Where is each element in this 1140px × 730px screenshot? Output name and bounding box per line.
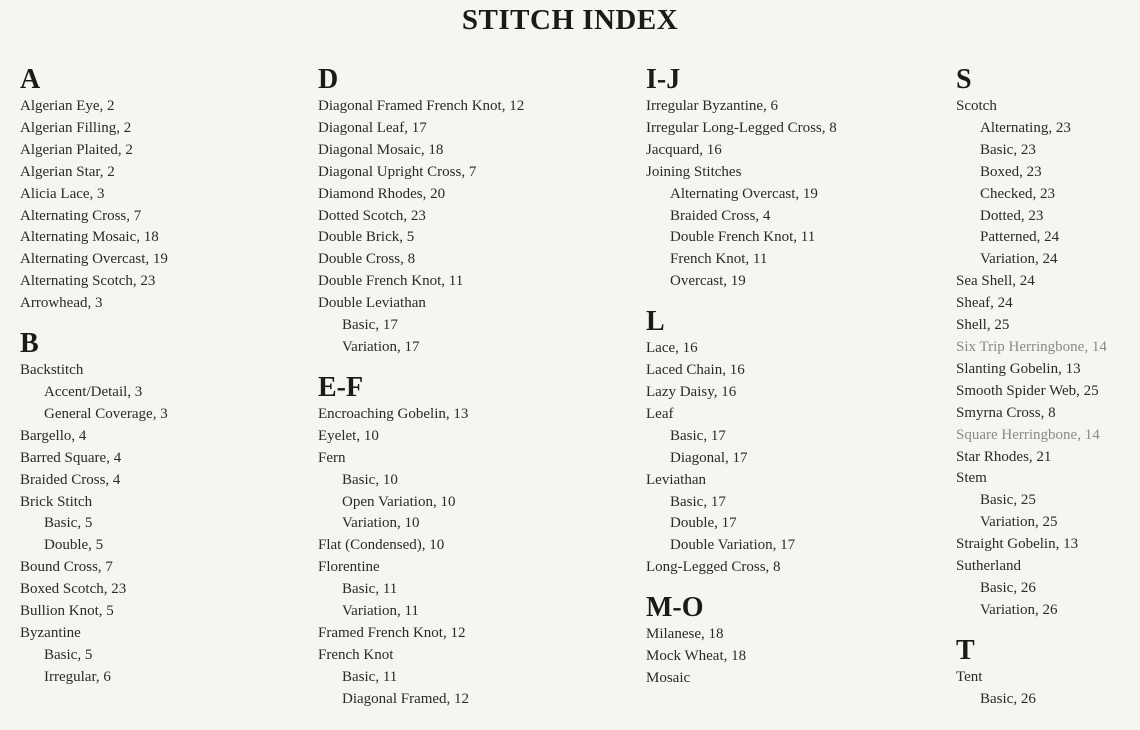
index-entry: Algerian Eye, 2 xyxy=(20,98,115,114)
index-subentry: Double, 17 xyxy=(670,515,737,532)
index-entry: Algerian Plaited, 2 xyxy=(20,141,133,158)
index-subentry: General Coverage, 3 xyxy=(44,405,168,422)
index-entry: Straight Gobelin, 13 xyxy=(956,536,1079,553)
index-subentry: Basic, 11 xyxy=(342,668,398,685)
index-entry: Diagonal Framed French Knot, 12 xyxy=(318,98,525,114)
index-subentry: Basic, 11 xyxy=(342,581,398,598)
index-subentry: Accent/Detail, 3 xyxy=(44,383,143,400)
index-entry: Double Brick, 5 xyxy=(318,229,415,246)
index-entry: Alternating Overcast, 19 xyxy=(20,251,168,268)
index-subentry: Variation, 24 xyxy=(980,251,1058,268)
index-subentry: Basic, 5 xyxy=(44,515,93,532)
index-subentry: Basic, 5 xyxy=(44,646,93,663)
index-section xyxy=(318,64,638,359)
index-subentry: Diagonal Framed, 12 xyxy=(342,690,470,707)
index-entry: Sea Shell, 24 xyxy=(956,273,1035,290)
index-entry: Irregular Byzantine, 6 xyxy=(646,98,779,114)
section-letter: S xyxy=(956,64,972,95)
index-entry: Backstitch xyxy=(20,362,84,379)
index-entry: Scotch xyxy=(956,98,997,114)
index-entry: Framed French Knot, 12 xyxy=(318,624,466,641)
index-subentry: Basic, 23 xyxy=(980,141,1036,158)
index-entry: Mosaic xyxy=(646,669,691,686)
index-section xyxy=(956,64,1140,622)
index-subentry: Overcast, 19 xyxy=(670,273,746,290)
index-entry: Stem xyxy=(956,470,987,487)
index-entry: Mock Wheat, 18 xyxy=(646,648,747,665)
index-entry: Lazy Daisy, 16 xyxy=(646,383,737,400)
index-entry: Milanese, 18 xyxy=(646,626,724,643)
index-section xyxy=(646,64,956,293)
index-entry: Florentine xyxy=(318,559,380,576)
index-column xyxy=(20,64,310,702)
section-letter: A xyxy=(20,64,41,95)
index-entry: Flat (Condensed), 10 xyxy=(318,537,445,554)
index-entry: Double French Knot, 11 xyxy=(318,273,464,290)
index-entry: Joining Stitches xyxy=(646,163,742,180)
index-entry: Smyrna Cross, 8 xyxy=(956,404,1056,421)
index-entry: Double Leviathan xyxy=(318,295,426,312)
index-entry: Sheaf, 24 xyxy=(956,295,1013,312)
index-subentry: Double Variation, 17 xyxy=(670,537,796,554)
index-section xyxy=(646,306,956,579)
index-entry: Barred Square, 4 xyxy=(20,449,122,466)
index-entry: Leviathan xyxy=(646,471,706,488)
index-entry: Smooth Spider Web, 25 xyxy=(956,382,1099,399)
index-subentry: Open Variation, 10 xyxy=(342,493,456,510)
index-subentry: Basic, 26 xyxy=(980,579,1036,596)
index-entry: Diagonal Upright Cross, 7 xyxy=(318,163,477,180)
index-entry: French Knot xyxy=(318,646,394,663)
index-entry: Long-Legged Cross, 8 xyxy=(646,559,781,576)
index-entry: Byzantine xyxy=(20,624,81,641)
index-entry: Bargello, 4 xyxy=(20,427,87,444)
index-subentry: Basic, 17 xyxy=(670,493,726,510)
index-subentry: Basic, 26 xyxy=(980,690,1036,707)
index-entry: Shell, 25 xyxy=(956,317,1010,334)
index-column xyxy=(318,64,638,724)
index-entry: Fern xyxy=(318,449,346,466)
index-entry: Bound Cross, 7 xyxy=(20,559,113,576)
index-entry: Alternating Mosaic, 18 xyxy=(20,229,159,246)
index-entry: Alternating Cross, 7 xyxy=(20,207,142,224)
index-subentry: Checked, 23 xyxy=(980,185,1055,202)
index-entry: Bullion Knot, 5 xyxy=(20,603,114,620)
section-letter: M-O xyxy=(646,592,704,624)
index-section xyxy=(318,372,638,711)
index-entry: Dotted Scotch, 23 xyxy=(318,207,426,224)
index-subentry: Dotted, 23 xyxy=(980,207,1044,224)
index-section xyxy=(956,635,1140,711)
index-entry: Irregular Long-Legged Cross, 8 xyxy=(646,119,837,136)
index-entry: Laced Chain, 16 xyxy=(646,362,745,379)
section-letter: I-J xyxy=(646,64,681,95)
section-letter: L xyxy=(646,306,665,338)
section-letter: D xyxy=(318,64,339,95)
index-subentry: Double French Knot, 11 xyxy=(670,229,816,246)
index-entry: Diamond Rhodes, 20 xyxy=(318,185,446,202)
index-subentry: Variation, 26 xyxy=(980,601,1058,618)
index-subentry: Basic, 17 xyxy=(670,427,726,444)
index-entry: Diagonal Leaf, 17 xyxy=(318,119,427,136)
index-subentry: Double, 5 xyxy=(44,537,104,554)
index-subentry: Variation, 17 xyxy=(342,338,420,355)
index-entry: Algerian Star, 2 xyxy=(20,163,115,180)
page-title: STITCH INDEX xyxy=(461,4,679,36)
index-entry: Sutherland xyxy=(956,558,1021,575)
index-entry: Diagonal Mosaic, 18 xyxy=(318,141,444,158)
index-subentry: Alternating, 23 xyxy=(980,119,1071,136)
index-subentry: French Knot, 11 xyxy=(670,251,768,268)
section-letter: T xyxy=(956,634,975,666)
index-entry: Alicia Lace, 3 xyxy=(20,185,105,202)
index-section xyxy=(20,64,310,315)
index-subentry: Basic, 10 xyxy=(342,471,398,488)
index-entry: Lace, 16 xyxy=(646,340,698,357)
index-entry: Algerian Filling, 2 xyxy=(20,119,132,136)
index-entry: Brick Stitch xyxy=(20,493,93,510)
index-subentry: Diagonal, 17 xyxy=(670,449,748,466)
index-entry: Arrowhead, 3 xyxy=(20,295,103,312)
index-entry: Boxed Scotch, 23 xyxy=(20,581,127,598)
index-subentry: Variation, 25 xyxy=(980,514,1058,531)
index-column xyxy=(956,64,1140,724)
index-entry: Braided Cross, 4 xyxy=(20,471,121,488)
index-section xyxy=(20,328,310,689)
index-entry: Jacquard, 16 xyxy=(646,141,722,158)
index-subentry: Variation, 10 xyxy=(342,515,420,532)
index-entry: Double Cross, 8 xyxy=(318,251,416,268)
index-entry: Leaf xyxy=(646,405,674,422)
index-subentry: Braided Cross, 4 xyxy=(670,207,771,224)
index-subentry: Alternating Overcast, 19 xyxy=(670,185,818,202)
index-subentry: Basic, 17 xyxy=(342,317,398,334)
index-subentry: Basic, 25 xyxy=(980,492,1036,509)
index-column xyxy=(646,64,956,703)
index-section xyxy=(646,592,956,690)
index-entry: Eyelet, 10 xyxy=(318,427,379,444)
index-entry: Six Trip Herringbone, 14 xyxy=(956,338,1107,355)
section-letter: E-F xyxy=(318,371,364,403)
index-entry: Tent xyxy=(956,668,983,685)
index-subentry: Patterned, 24 xyxy=(980,229,1060,246)
index-subentry: Boxed, 23 xyxy=(980,163,1042,180)
index-entry: Star Rhodes, 21 xyxy=(956,448,1052,465)
index-entry: Slanting Gobelin, 13 xyxy=(956,360,1081,377)
section-letter: B xyxy=(20,328,39,360)
index-subentry: Irregular, 6 xyxy=(44,668,111,685)
index-entry: Alternating Scotch, 23 xyxy=(20,273,156,290)
index-entry: Square Herringbone, 14 xyxy=(956,426,1100,443)
index-entry: Encroaching Gobelin, 13 xyxy=(318,405,469,422)
index-subentry: Variation, 11 xyxy=(342,603,419,620)
